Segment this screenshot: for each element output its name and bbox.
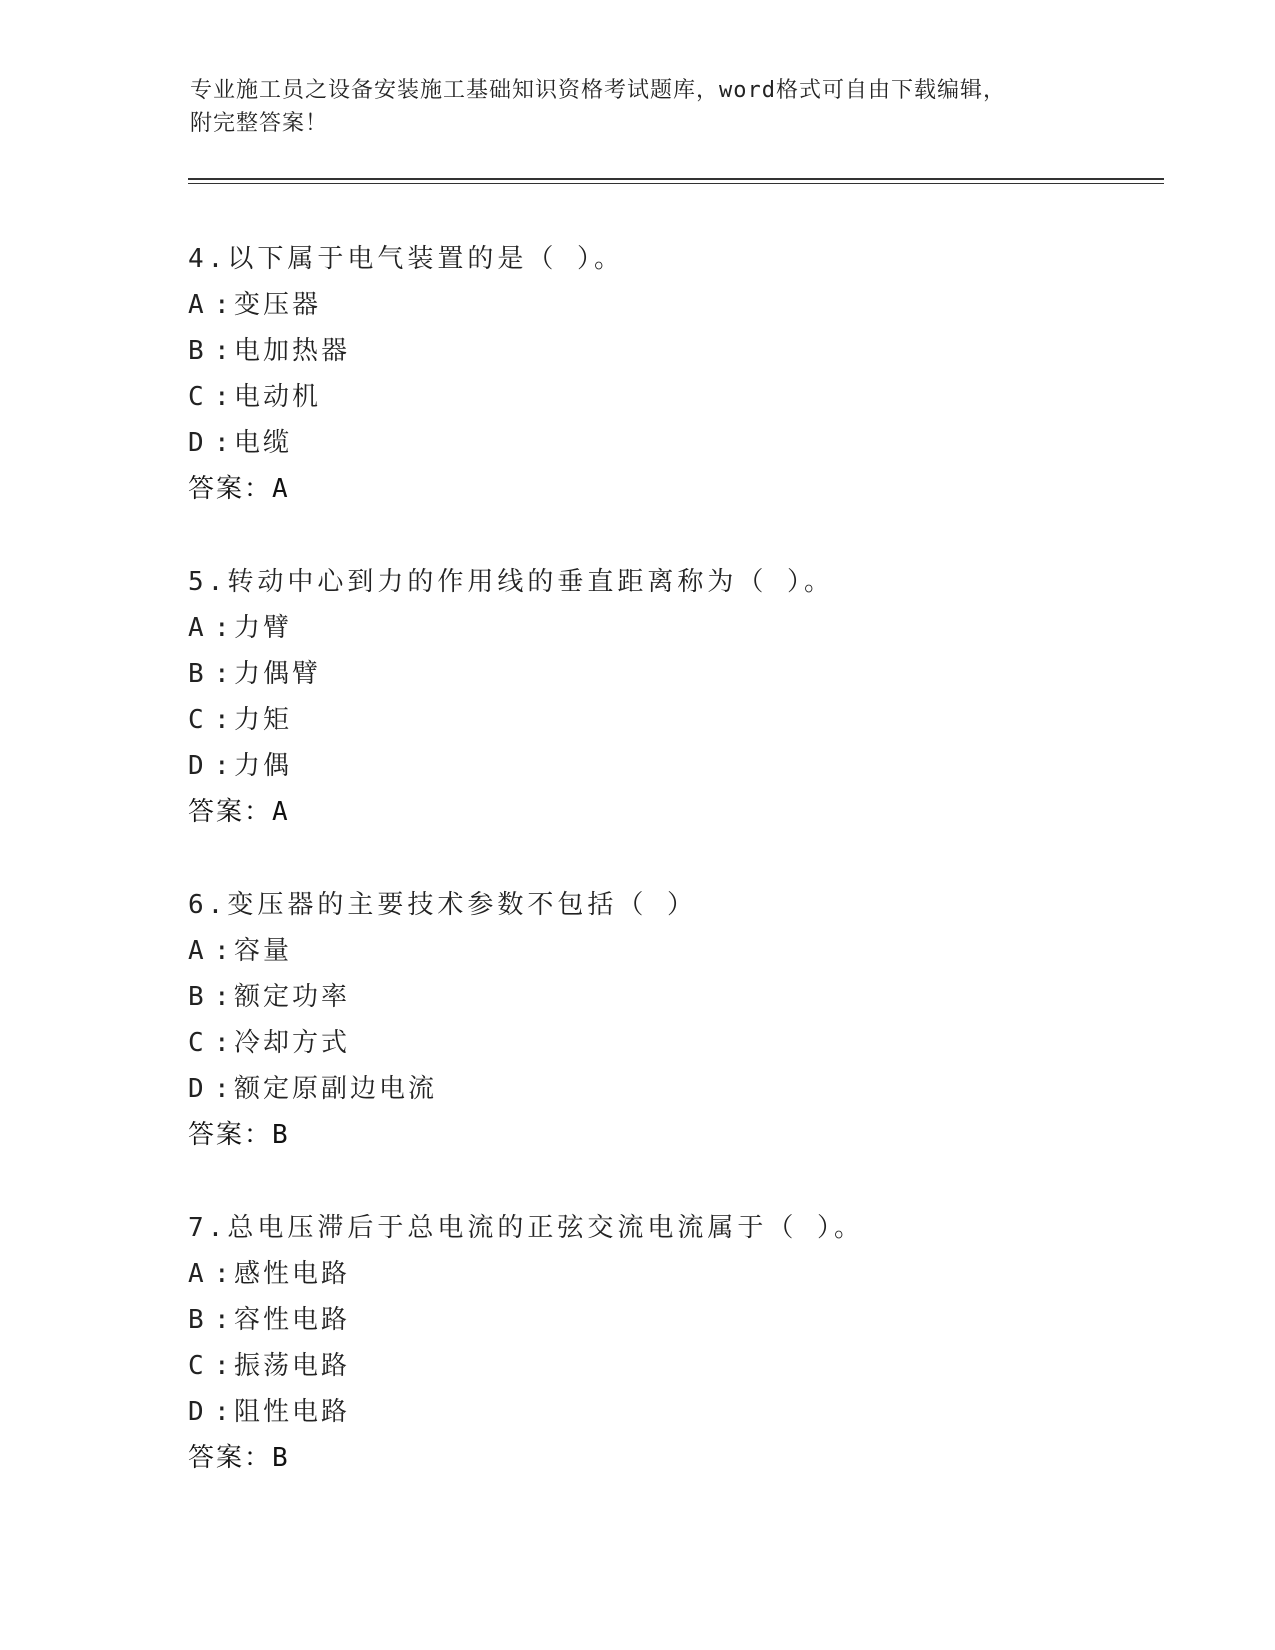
option-letter: B: [188, 1305, 207, 1335]
option-separator: :: [214, 1028, 233, 1058]
option-b: [188, 1297, 1168, 1343]
question-number: 4.: [188, 244, 228, 274]
option-separator: :: [214, 936, 233, 966]
option-separator: :: [214, 382, 233, 412]
question-4: [188, 236, 1168, 512]
option-letter: A: [188, 290, 207, 320]
question-stem: [188, 559, 1168, 605]
option-text: 感性电路: [234, 1259, 351, 1289]
question-list: [188, 236, 1168, 1528]
option-letter: D: [188, 1074, 207, 1104]
option-letter: B: [188, 659, 207, 689]
option-letter: D: [188, 428, 207, 458]
answer-label: 答案：: [188, 797, 273, 827]
header-divider-thin: [188, 183, 1164, 184]
question-text: 变压器的主要技术参数不包括（ ）: [227, 890, 697, 920]
option-text: 阻性电路: [234, 1397, 351, 1427]
option-text: 容性电路: [234, 1305, 351, 1335]
option-letter: A: [188, 1259, 207, 1289]
option-text: 电加热器: [234, 336, 351, 366]
question-text: 转动中心到力的作用线的垂直距离称为（ ）。: [227, 567, 834, 597]
option-text: 力臂: [234, 613, 293, 643]
option-text: 力偶: [234, 751, 293, 781]
option-text: 力矩: [234, 705, 293, 735]
answer-line: [188, 789, 1168, 835]
option-d: [188, 420, 1168, 466]
option-separator: :: [214, 613, 233, 643]
option-b: [188, 328, 1168, 374]
question-stem: [188, 1205, 1168, 1251]
question-7: [188, 1205, 1168, 1481]
option-text: 额定功率: [234, 982, 351, 1012]
option-b: [188, 651, 1168, 697]
option-c: [188, 697, 1168, 743]
option-separator: :: [214, 1259, 233, 1289]
option-text: 振荡电路: [234, 1351, 351, 1381]
option-separator: :: [214, 428, 233, 458]
answer-label: 答案：: [188, 474, 273, 504]
option-a: [188, 928, 1168, 974]
option-text: 容量: [234, 936, 293, 966]
question-5: [188, 559, 1168, 835]
option-separator: :: [214, 1351, 233, 1381]
option-c: [188, 1343, 1168, 1389]
answer-line: [188, 1435, 1168, 1481]
option-d: [188, 1066, 1168, 1112]
option-text: 变压器: [234, 290, 322, 320]
option-text: 冷却方式: [234, 1028, 351, 1058]
answer-line: [188, 1112, 1168, 1158]
option-letter: B: [188, 982, 207, 1012]
header-line-1: 专业施工员之设备安装施工基础知识资格考试题库，word格式可自由下载编辑，: [190, 78, 1006, 103]
answer-key: B: [272, 1120, 290, 1150]
option-d: [188, 1389, 1168, 1435]
answer-key: B: [272, 1443, 290, 1473]
option-b: [188, 974, 1168, 1020]
option-text: 额定原副边电流: [234, 1074, 438, 1104]
option-letter: C: [188, 382, 207, 412]
option-a: [188, 282, 1168, 328]
option-d: [188, 743, 1168, 789]
option-c: [188, 1020, 1168, 1066]
question-text: 以下属于电气装置的是（ ）。: [227, 244, 624, 274]
option-letter: B: [188, 336, 207, 366]
option-separator: :: [214, 336, 233, 366]
answer-label: 答案：: [188, 1443, 273, 1473]
header-divider: [188, 178, 1164, 180]
option-separator: :: [214, 705, 233, 735]
question-number: 6.: [188, 890, 228, 920]
option-letter: D: [188, 751, 207, 781]
option-letter: C: [188, 705, 207, 735]
question-stem: [188, 882, 1168, 928]
option-text: 电动机: [234, 382, 322, 412]
option-letter: C: [188, 1351, 207, 1381]
question-stem: [188, 236, 1168, 282]
header-line-2: 附完整答案！: [190, 111, 329, 136]
question-6: [188, 882, 1168, 1158]
answer-key: A: [272, 797, 290, 827]
answer-label: 答案：: [188, 1120, 273, 1150]
question-number: 7.: [188, 1213, 228, 1243]
option-separator: :: [214, 1074, 233, 1104]
option-a: [188, 1251, 1168, 1297]
option-letter: A: [188, 613, 207, 643]
option-letter: D: [188, 1397, 207, 1427]
option-letter: A: [188, 936, 207, 966]
option-separator: :: [214, 751, 233, 781]
option-text: 力偶臂: [234, 659, 322, 689]
option-separator: :: [214, 1305, 233, 1335]
option-letter: C: [188, 1028, 207, 1058]
option-separator: :: [214, 1397, 233, 1427]
option-a: [188, 605, 1168, 651]
option-separator: :: [214, 982, 233, 1012]
question-text: 总电压滞后于总电流的正弦交流电流属于（ ）。: [227, 1213, 864, 1243]
option-text: 电缆: [234, 428, 293, 458]
option-separator: :: [214, 659, 233, 689]
option-c: [188, 374, 1168, 420]
answer-line: [188, 466, 1168, 512]
document-header: [190, 74, 1090, 140]
question-number: 5.: [188, 567, 228, 597]
answer-key: A: [272, 474, 290, 504]
option-separator: :: [214, 290, 233, 320]
